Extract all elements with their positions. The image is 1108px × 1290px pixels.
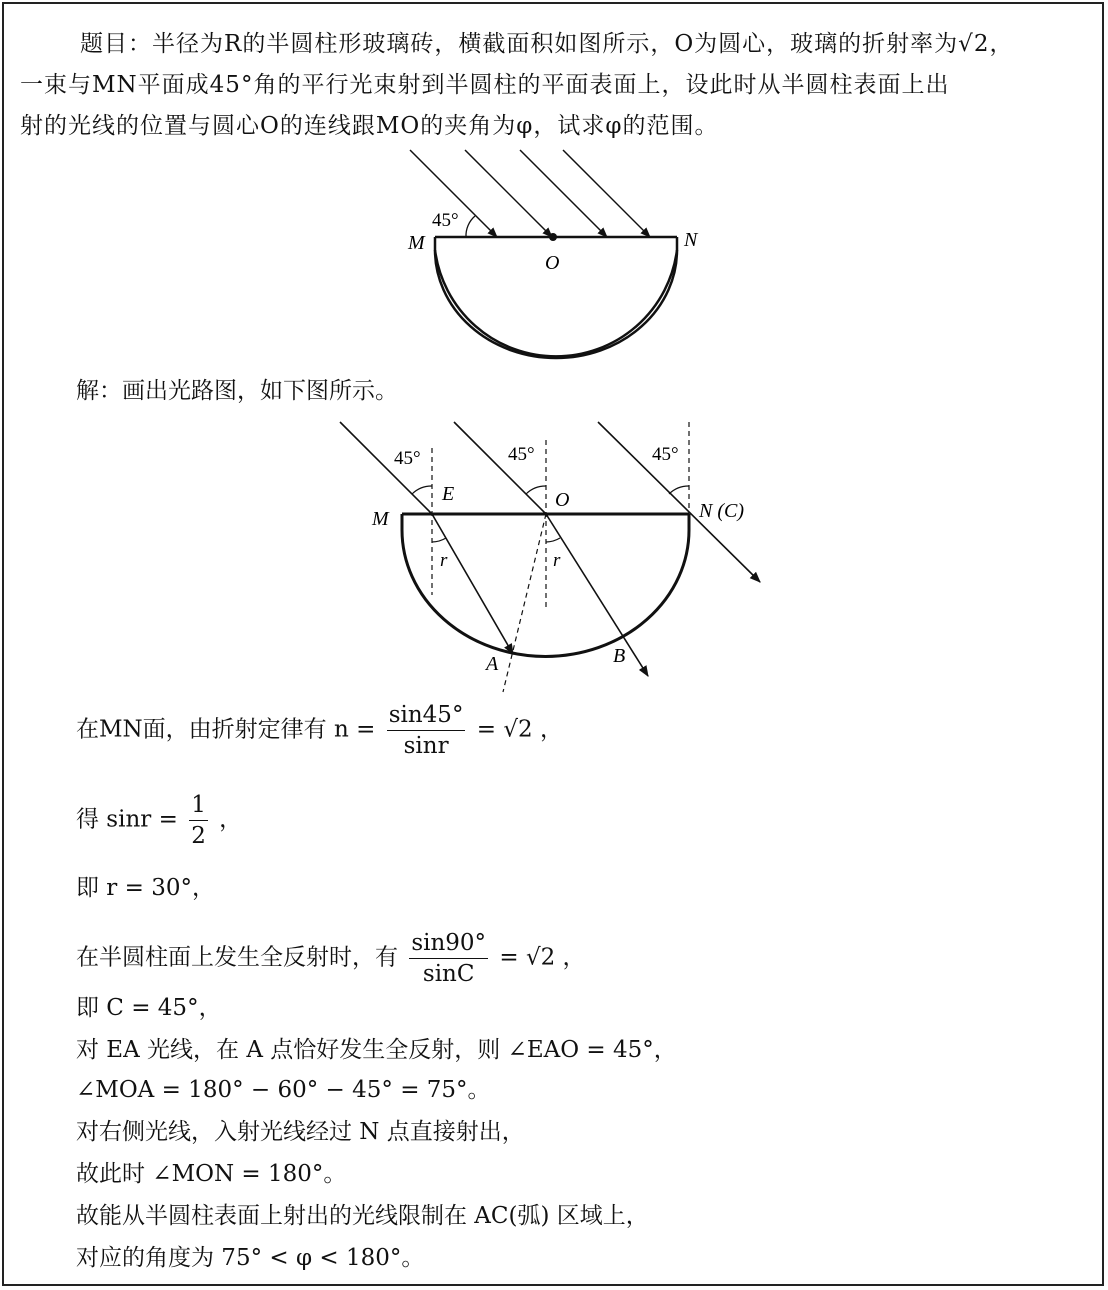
angle-arc [466,216,475,237]
label-b: B [613,645,626,667]
solution-intro: 解：画出光路图，如下图所示。 [76,378,398,404]
label-r-2: r [553,550,561,571]
label-m: M [408,232,425,254]
figure-1-diagram [0,0,1108,370]
label-a: A [486,653,499,675]
solution-line-2: 得 sinr = $\frac{1}{2}$ ， [76,792,243,849]
incident-ray-4 [563,150,650,237]
incident-ray-2 [465,150,552,237]
label-m-2: M [372,508,389,530]
label-o-2: O [555,489,570,511]
angle-label-2: 45° [508,444,535,465]
solution-line-9: 故此时 ∠MON = 180°。 [76,1161,347,1187]
solution-line-4: 在半圆柱面上发生全反射时，有 $\frac{\sin 90^\circ}{\sin C}$ = √2 ， [76,930,586,987]
fraction-critical: $\frac{\sin 90^\circ}{\sin C}$ [411,930,487,987]
refracted-ray-ea [432,514,513,654]
fraction-refraction: $\frac{\sin 45^\circ}{\sin r}$ [388,702,464,759]
incident-ray-o [454,422,546,514]
problem-line-2: 一束与MN平面成45°角的平行光束射到半圆柱的平面表面上，设此时从半圆柱表面上出 [20,72,950,98]
label-o: O [545,252,560,274]
solution-line-11: 对应的角度为 75° < φ < 180°。 [76,1245,425,1271]
angle-label: 45° [432,210,459,231]
solution-line-6: 对 EA 光线，在 A 点恰好发生全反射，则 ∠EAO = 45°， [76,1037,677,1063]
label-nc: N (C) [699,500,744,522]
angle-label-3: 45° [652,444,679,465]
figure-2-diagram [0,400,1108,700]
fraction-half: $\frac{1}{2}$ [191,792,206,849]
solution-line-10: 故能从半圆柱表面上射出的光线限制在 AC(弧) 区域上， [76,1203,649,1229]
solution-line-8: 对右侧光线，入射光线经过 N 点直接射出， [76,1119,525,1145]
center-point [549,233,557,241]
problem-line-3: 射的光线的位置与圆心O的连线跟MO的夹角为φ，试求φ的范围。 [20,113,719,139]
incident-ray-3 [520,150,607,237]
label-n: N [684,229,698,251]
refracted-ray-ob [546,514,648,676]
label-e: E [442,483,455,505]
solution-line-5: 即 C = 45°， [76,995,222,1021]
solution-line-7: ∠MOA = 180° − 60° − 45° = 75°。 [76,1077,491,1103]
solution-line-1: 在MN面，由折射定律有 n = $\frac{\sin 45^\circ}{\sin r}$ = √2 ， [76,702,563,759]
angle-label-1: 45° [394,448,421,469]
problem-line-1: 题目：半径为R的半圆柱形玻璃砖，横截面积如图所示，O为圆心，玻璃的折射率为√2， [80,31,1014,57]
label-r-1: r [440,550,448,571]
solution-line-3: 即 r = 30°， [76,875,215,901]
